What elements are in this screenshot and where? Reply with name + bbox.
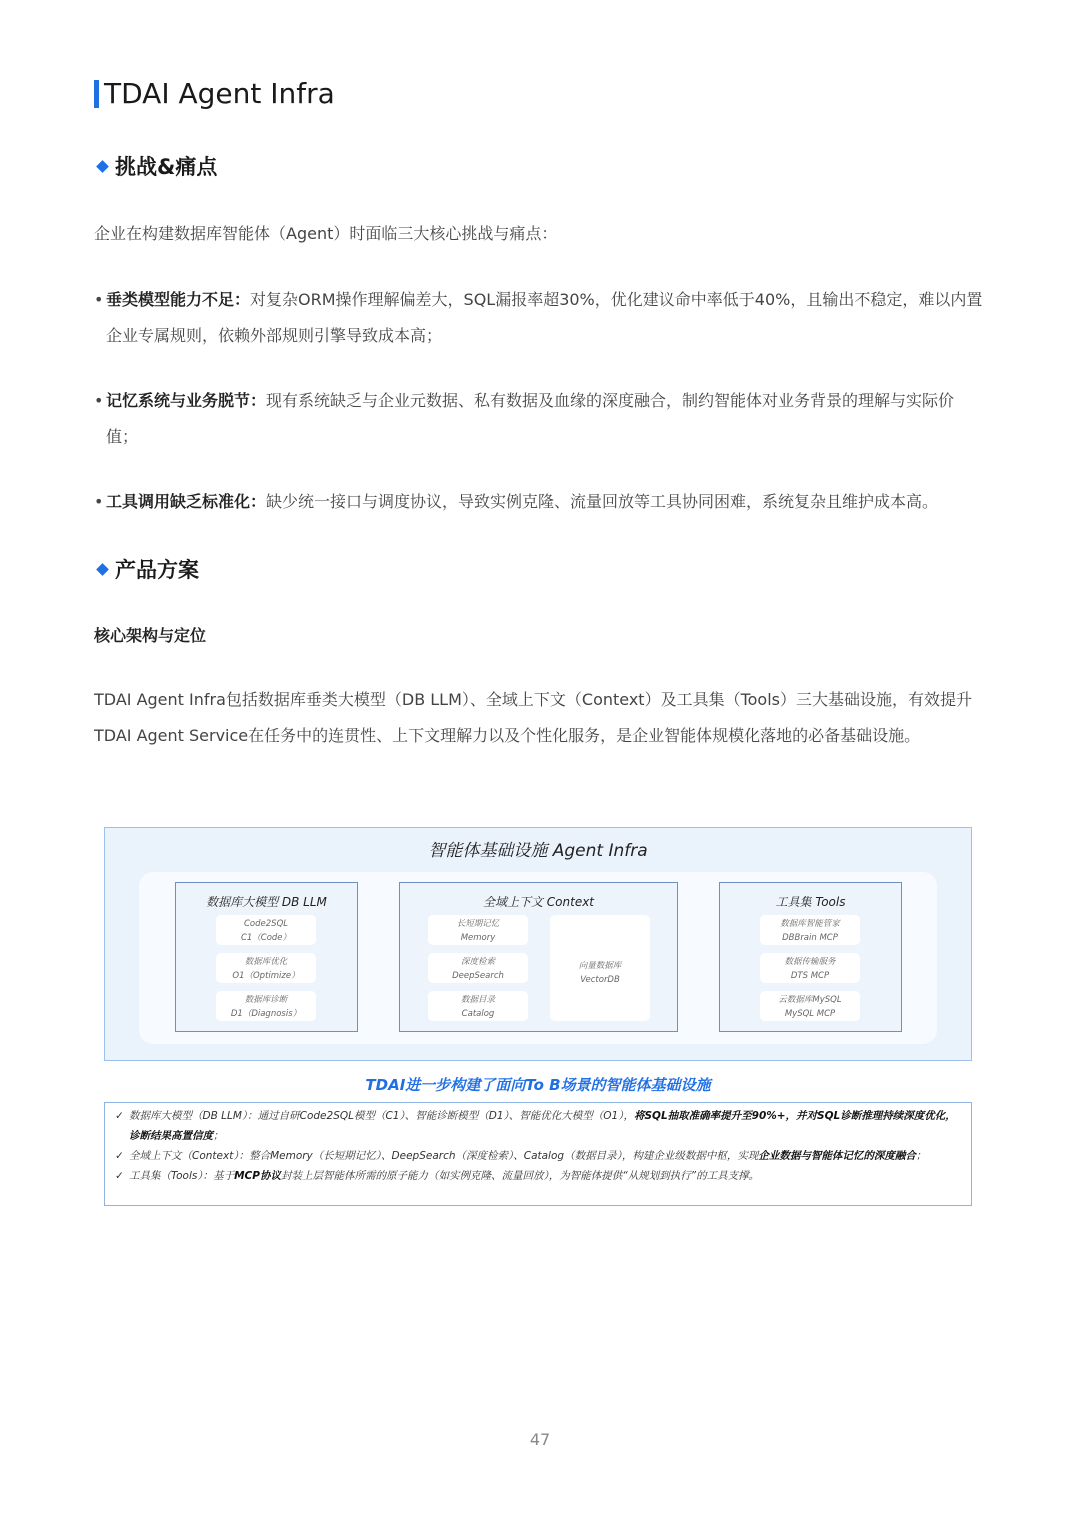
check-icon: ✓ <box>115 1150 124 1162</box>
challenge-bullet: • 垂类模型能力不足：对复杂ORM操作理解偏差大，SQL漏报率超30%，优化建议命中率低于40%，且输出不稳定，难以内置企业专属规则，依赖外部规则引擎导致成本高； <box>94 290 983 345</box>
diagram-cell: 数据目录 Catalog <box>428 991 528 1021</box>
challenge-bullet: • 工具调用缺乏标准化：缺少统一接口与调度协议，导致实例克隆、流量回放等工具协同困难，系统复杂且维护成本高。 <box>94 492 939 511</box>
diagram-cell: 数据库诊断 D1（Diagnosis） <box>216 991 316 1021</box>
diagram-column-context <box>399 882 678 1032</box>
diagram-cell: Code2SQL C1（Code） <box>216 915 316 945</box>
diagram-cell: 数据库优化 O1（Optimize） <box>216 953 316 983</box>
diagram-cell: 云数据库MySQL MySQL MCP <box>760 991 860 1021</box>
diagram-notes <box>104 1102 972 1206</box>
solution-paragraph: TDAI Agent Infra包括数据库垂类大模型（DB LLM）、全域上下文（Context）及工具集（Tools）三大基础设施，有效提升TDAI Agent Service在任务中的连贯性、上下文理解力以及个性化服务，是企业智能体规模化落地的必备基础设施。 <box>94 690 972 745</box>
diagram-cell: 数据库智能管家 DBBrain MCP <box>760 915 860 945</box>
section-heading-challenges: 挑战&痛点 <box>94 152 217 182</box>
check-icon: ✓ <box>115 1170 124 1182</box>
column-title: 数据库大模型 DB LLM <box>206 895 327 909</box>
diagram-column-db-llm <box>175 882 358 1032</box>
diagram-column-tools <box>719 882 902 1032</box>
note-item: ✓ 工具集（Tools）：基于MCP协议封装上层智能体所需的原子能力（如实例克隆、流量回放），为智能体提供“从规划到执行”的工具支撑。 <box>115 1166 961 1186</box>
subheading-core-architecture: 核心架构与定位 <box>94 626 207 645</box>
section-heading-solution: 产品方案 <box>94 555 199 585</box>
column-title: 工具集 Tools <box>775 895 846 909</box>
diagram-subtitle: TDAI进一步构建了面向To B场景的智能体基础设施 <box>365 1076 711 1094</box>
note-item: ✓ 全域上下文（Context）：整合Memory（长短期记忆）、DeepSearch（深度检索）、Catalog（数据目录），构建企业级数据中枢，实现企业数据与智能体记忆的深度融合； <box>115 1146 961 1166</box>
page-number: 47 <box>529 1430 551 1449</box>
check-icon: ✓ <box>115 1110 124 1122</box>
diagram-cell: 数据传输服务 DTS MCP <box>760 953 860 983</box>
diagram-title: 智能体基础设施 Agent Infra <box>428 841 648 861</box>
diamond-bullet-icon <box>96 563 109 576</box>
diamond-bullet-icon <box>96 160 109 173</box>
challenges-intro: 企业在构建数据库智能体（Agent）时面临三大核心挑战与痛点： <box>94 224 558 243</box>
challenge-bullet: • 记忆系统与业务脱节：现有系统缺乏与企业元数据、私有数据及血缘的深度融合，制约智能体对业务背景的理解与实际价值； <box>94 391 955 446</box>
note-item: ✓ 数据库大模型（DB LLM）：通过自研Code2SQL模型（C1）、智能诊断模型（D1）、智能优化大模型（O1），将SQL抽取准确率提升至90%+，并对SQL诊断推理持续深度优化，诊断结果高置信度； <box>115 1106 961 1146</box>
diagram-cell: 长短期记忆 Memory <box>428 915 528 945</box>
agent-infra-diagram <box>104 827 972 1061</box>
page-title: TDAI Agent Infra <box>104 77 335 110</box>
diagram-cell: 深度检索 DeepSearch <box>428 953 528 983</box>
column-title: 全域上下文 Context <box>482 895 595 909</box>
diagram-cell-vectordb: 向量数据库 VectorDB <box>550 915 650 1021</box>
